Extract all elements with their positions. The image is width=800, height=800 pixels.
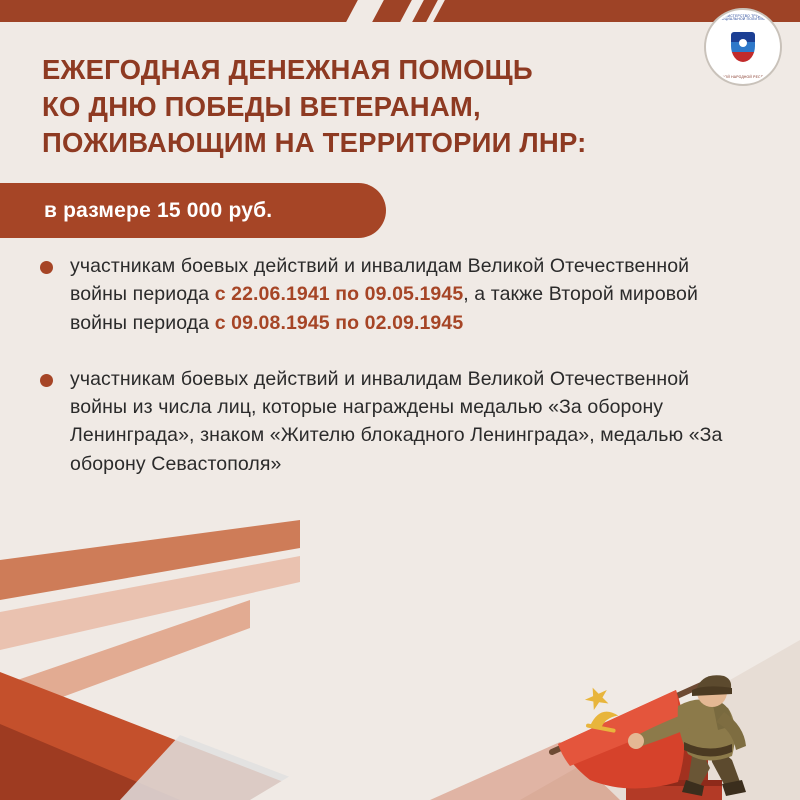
page-title-line-2: КО ДНЮ ПОБЕДЫ ВЕТЕРАНАМ, — [42, 90, 481, 122]
list-item — [40, 252, 750, 337]
page-title-line-3: ПОЖИВАЮЩИМ НА ТЕРРИТОРИИ ЛНР: — [42, 127, 587, 159]
emblem-bottom-text: ЛУГАНСКОЙ НАРОДНОЙ РЕСПУБЛИКИ — [708, 74, 778, 79]
bullet-text: участникам боевых действий и инвалидам Великой Отечественной войны периода с 22.06.1941 по 09.05.1945, а также Второй мировой войны периода с 09.08.1945 по 02.09.1945 — [70, 255, 698, 334]
amount-label: в размере 15 000 руб. — [44, 198, 273, 222]
top-band-stripe — [400, 0, 424, 22]
amount-banner — [0, 183, 386, 238]
top-band-stripe — [426, 0, 445, 22]
bullet-dot-icon — [40, 261, 53, 274]
bullet-dot-icon — [40, 374, 53, 387]
list-item — [40, 365, 750, 478]
top-band-stripe — [346, 0, 384, 22]
soldier-flag-illustration — [440, 530, 800, 800]
top-band — [0, 0, 800, 22]
bullet-text: участникам боевых действий и инвалидам Великой Отечественной войны из числа лиц, которые награждены медалью «За оборону Ленинграда», знаком «Жителю блокадного Ленинграда», медалью «За оборону Севастополя» — [70, 367, 723, 475]
page-title-line-1: ЕЖЕГОДНАЯ ДЕНЕЖНАЯ ПОМОЩЬ — [42, 54, 533, 85]
bullet-list — [40, 252, 750, 506]
page-title — [42, 52, 772, 162]
emblem-top-text: МИНИСТЕРСТВО ТРУДА И СОЦИАЛЬНОЙ ПОЛИТИКИ — [719, 14, 767, 22]
